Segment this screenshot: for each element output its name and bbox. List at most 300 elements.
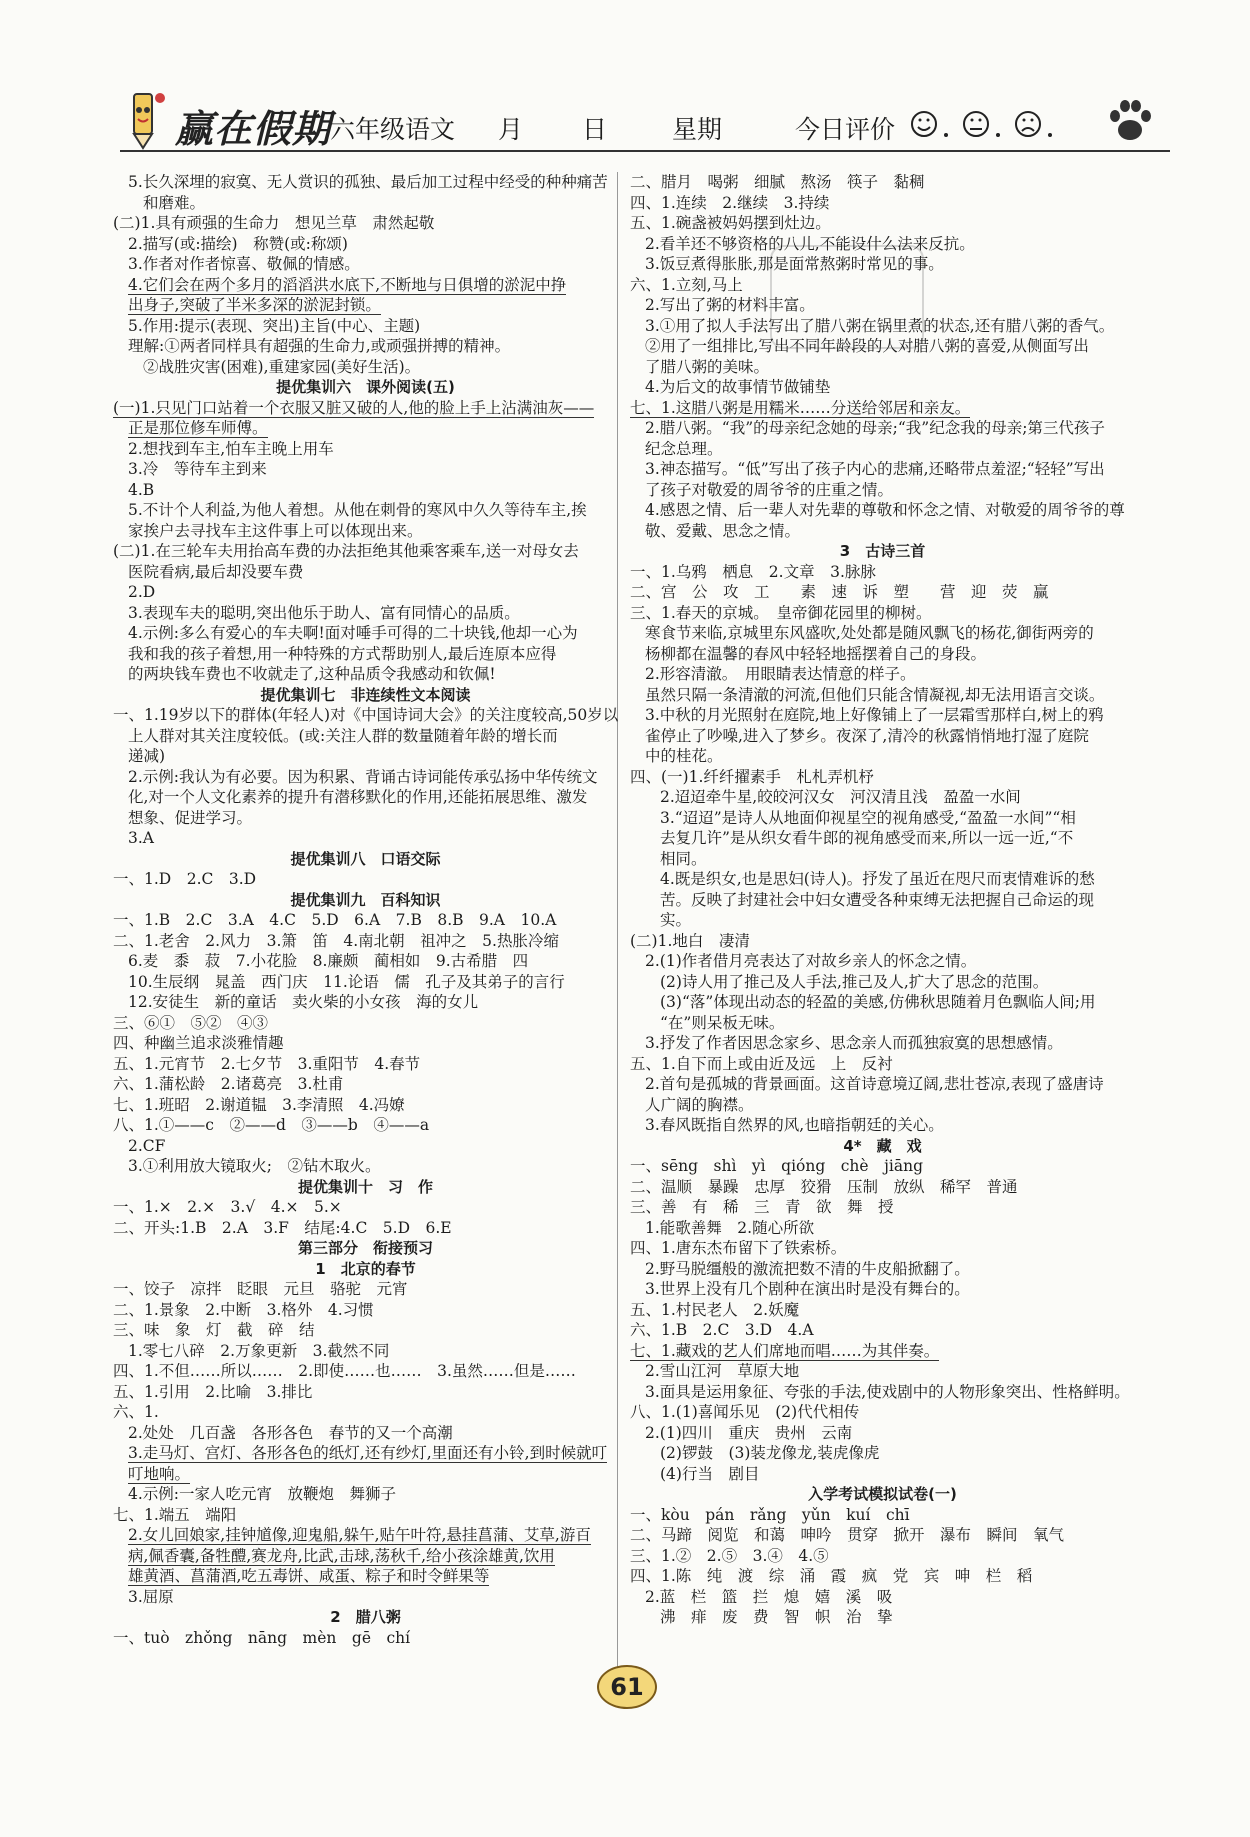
answer-text: 一、sēng shì yì qióng chè jiāng (630, 1157, 924, 1175)
section-heading (113, 685, 618, 706)
answer-line (630, 418, 1135, 439)
answer-text: 第三部分 衔接预习 (297, 1239, 433, 1257)
grade-subject: 六年级语文 (330, 115, 456, 144)
answer-text: 一、1.D 2.C 3.D (113, 870, 257, 888)
left-column (113, 172, 618, 1648)
answer-line (630, 664, 1135, 685)
answer-line (113, 480, 618, 501)
answer-line (113, 500, 618, 521)
answer-line (113, 316, 618, 337)
answer-text: 三、⑥① ⑤② ④③ (113, 1013, 269, 1032)
answer-text: 2.想找到车主,怕车主晚上用车 (128, 439, 334, 458)
answer-text: 4* 藏 戏 (843, 1136, 922, 1155)
answer-line (630, 234, 1135, 255)
answer-text: 提优集训八 口语交际 (290, 849, 441, 868)
answer-line (113, 1136, 618, 1157)
answer-text: 五、1.碗盏被妈妈摆到灶边。 (630, 214, 831, 232)
answer-text: 四、1.不但……所以…… 2.即使……也…… 3.虽然……但是…… (113, 1362, 576, 1380)
answer-line (630, 1525, 1135, 1546)
answer-text: 4.它们会在两个多月的滔滔洪水底下,不断地与日俱增的淤泥中挣 (128, 275, 567, 294)
answer-text: 沸 痱 废 费 智 帜 治 挚 (660, 1608, 893, 1626)
answer-text: 五、1.自下而上或由近及远 上 反衬 (630, 1054, 893, 1073)
answer-line (630, 623, 1135, 644)
answer-line (113, 1505, 618, 1526)
evaluation-faces-icon (910, 110, 1090, 140)
answer-text: 一、1.乌鸦 栖息 2.文章 3.脉脉 (630, 562, 876, 581)
answer-line (113, 1464, 618, 1485)
answer-line (630, 767, 1135, 788)
answer-line (630, 1033, 1135, 1054)
answer-text: 3.①利用放大镜取火; ②钻木取火。 (128, 1157, 381, 1175)
section-heading (630, 1484, 1135, 1505)
answer-text: 了腊八粥的美味。 (645, 357, 770, 376)
answer-text: (3)“落”体现出动态的轻盈的美感,仿佛秋思随着月色飘临人间;用 (660, 993, 1096, 1011)
answer-text: 3.①用了拟人手法写出了腊八粥在锅里煮的状态,还有腊八粥的香气。 (645, 316, 1115, 335)
answer-text: 二、腊月 喝粥 细腻 熬汤 筷子 黏稠 (630, 173, 925, 191)
answer-text: 入学考试模拟试卷(一) (808, 1485, 957, 1503)
answer-text: 2.形容清澈。 用眼睛表达情意的样子。 (645, 665, 916, 683)
answer-text: 3.表现车夫的聪明,突出他乐于助人、富有同情心的品质。 (128, 603, 520, 622)
answer-text: 一、kòu pán rǎng yǔn kuí chī (630, 1505, 910, 1524)
answer-text: 二、1.景象 2.中断 3.格外 4.习惯 (113, 1300, 374, 1319)
answer-line (113, 1095, 618, 1116)
answer-text: 5.作用:提示(表现、突出)主旨(中心、主题) (128, 316, 421, 335)
answer-line (630, 1156, 1135, 1177)
answer-text: 3 古诗三首 (839, 542, 926, 560)
answer-line (630, 582, 1135, 603)
answer-text: 六、1.蒲松龄 2.诸葛亮 3.杜甫 (113, 1075, 344, 1093)
answer-text: 了孩子对敬爱的周爷爷的庄重之情。 (645, 480, 894, 499)
answer-line (113, 295, 618, 316)
answer-text: 3.中秋的月光照射在庭院,地上好像铺上了一层霜雪那样白,树上的鸦 (645, 706, 1104, 724)
answer-text: 2.描写(或:描绘) 称赞(或:称颂) (128, 234, 348, 253)
answer-text: 递减) (128, 747, 166, 765)
answer-text: 想象、促进学习。 (128, 808, 253, 827)
answer-text: (二)1.在三轮车夫用抬高车费的办法拒绝其他乘客乘车,送一对母女去 (113, 542, 579, 560)
answer-text: 4.感恩之情、后一辈人对先辈的尊敬和怀念之情、对敬爱的周爷爷的尊 (645, 501, 1125, 519)
answer-line (630, 1197, 1135, 1218)
answer-text: 10.生辰纲 晁盖 西门庆 11.论语 儒 孔子及其弟子的言行 (128, 972, 565, 991)
section-heading (630, 541, 1135, 562)
answer-line (113, 1115, 618, 1136)
answer-text: (2)诗人用了推己及人手法,推己及人,扩大了思念的范围。 (660, 972, 1049, 991)
answer-line (113, 1423, 618, 1444)
answer-text: 八、1.(1)喜闻乐见 (2)代代相传 (630, 1403, 860, 1421)
answer-text: (二)1.地白 凄清 (630, 931, 750, 950)
answer-line (113, 623, 618, 644)
answer-text: 5.长久深埋的寂寞、无人赏识的孤独、最后加工过程中经受的种种痛苦 (128, 173, 608, 191)
answer-text: 2.首句是孤城的背景画面。这首诗意境辽阔,悲壮苍凉,表现了盛唐诗 (645, 1075, 1104, 1093)
answer-text: 寒食节来临,京城里东风盛吹,处处都是随风飘飞的杨花,御街两旁的 (645, 624, 1094, 642)
answer-line (630, 1505, 1135, 1526)
answer-line (113, 1156, 618, 1177)
answer-text: 12.安徒生 新的童话 卖火柴的小女孩 海的女儿 (128, 993, 479, 1011)
answer-line (113, 1587, 618, 1608)
answer-line (113, 459, 618, 480)
answer-text: 2.写出了粥的材料丰富。 (645, 296, 815, 314)
answer-text: 五、1.元宵节 2.七夕节 3.重阳节 4.春节 (113, 1054, 421, 1073)
answer-line (630, 746, 1135, 767)
answer-text: 提优集训十 习 作 (297, 1177, 433, 1196)
answer-line (630, 1607, 1135, 1628)
answer-line (113, 869, 618, 890)
answer-line (113, 828, 618, 849)
answer-text: 3.冷 等待车主到来 (128, 460, 267, 478)
weekday-label: 星期 (672, 115, 723, 144)
answer-text: 5.不计个人利益,为他人着想。从他在刺骨的寒风中久久等待车主,挨 (128, 501, 587, 519)
answer-line (630, 1566, 1135, 1587)
answer-text: (二)1.具有顽强的生命力 想见兰草 肃然起敬 (113, 214, 435, 232)
answer-text: 纪念总理。 (645, 439, 723, 458)
section-heading (630, 1136, 1135, 1157)
answer-text: 苦。反映了封建社会中妇女遭受各种束缚无法把握自己命运的现 (660, 890, 1095, 909)
answer-line (113, 664, 618, 685)
answer-text: 2.D (128, 583, 156, 601)
answer-line (113, 1218, 618, 1239)
answer-line (630, 644, 1135, 665)
answer-line (113, 336, 618, 357)
answer-text: 四、1.陈 纯 渡 综 涌 霞 疯 党 宾 呻 栏 稻 (630, 1567, 1033, 1585)
answer-text: 3.作者对作者惊喜、敬佩的情感。 (128, 255, 360, 273)
answer-line (113, 644, 618, 665)
answer-line (113, 234, 618, 255)
answer-line (113, 213, 618, 234)
answer-line (630, 1361, 1135, 1382)
answer-line (630, 1115, 1135, 1136)
section-heading (113, 849, 618, 870)
answer-text: 2.蓝 栏 篮 拦 熄 嬉 溪 吸 (645, 1587, 893, 1606)
answer-text: 化,对一个人文化素养的提升有潜移默化的作用,还能拓展思维、激发 (128, 788, 588, 806)
answer-text: 4.既是织女,也是思妇(诗人)。抒发了虽近在咫尺而衷情难诉的愁 (660, 870, 1095, 888)
answer-text: 家挨户去寻找车主这件事上可以体现出来。 (128, 521, 423, 540)
answer-line (113, 603, 618, 624)
answer-line (630, 336, 1135, 357)
section-heading (113, 1177, 618, 1198)
answer-line (113, 1320, 618, 1341)
answer-line (113, 1361, 618, 1382)
answer-line (630, 172, 1135, 193)
answer-text: 2.野马脱缰般的激流把数不清的牛皮船掀翻了。 (645, 1259, 970, 1278)
answer-text: 2.处处 几百盏 各形各色 春节的又一个高潮 (128, 1423, 453, 1442)
answer-text: 2.(1)作者借月亮表达了对故乡亲人的怀念之情。 (645, 952, 977, 970)
answer-text: 中的桂花。 (645, 747, 723, 765)
answer-line (630, 849, 1135, 870)
answer-text: 3.走马灯、宫灯、各形各色的纸灯,还有纱灯,里面还有小铃,到时候就叮 (128, 1444, 608, 1462)
answer-line (113, 951, 618, 972)
answer-text: 雀停止了吵噪,进入了梦乡。夜深了,清冷的秋露悄悄地打湿了庭院 (645, 726, 1089, 745)
answer-line (630, 1464, 1135, 1485)
answer-text: 4.示例:多么有爱心的车夫啊!面对唾手可得的二十块钱,他却一心为 (128, 624, 578, 642)
answer-text: 七、1.这腊八粥是用糯米……分送给邻居和亲友。 (630, 398, 971, 417)
right-column (630, 172, 1135, 1628)
answer-text: 四、1.连续 2.继续 3.持续 (630, 193, 830, 212)
answer-line (630, 1587, 1135, 1608)
answer-text: 六、1. (113, 1403, 159, 1421)
answer-text: 二、温顺 暴躁 忠厚 狡猾 压制 放纵 稀罕 普通 (630, 1177, 1018, 1196)
answer-line (113, 931, 618, 952)
answer-line (113, 1074, 618, 1095)
answer-line (630, 1402, 1135, 1423)
answer-line (113, 767, 618, 788)
answer-line (630, 951, 1135, 972)
answer-text: 去复几许”是从织女看牛郎的视角感受而来,所以一远一近,“不 (660, 829, 1074, 847)
answer-line (630, 1320, 1135, 1341)
answer-text: 四、1.唐东杰布留下了铁索桥。 (630, 1239, 847, 1257)
answer-text: 3.饭豆煮得胀胀,那是面常熬粥时常见的事。 (645, 255, 944, 273)
answer-text: 1 北京的春节 (315, 1259, 416, 1278)
answer-line (630, 992, 1135, 1013)
answer-text: (4)行当 剧目 (660, 1464, 760, 1483)
answer-line (113, 1341, 618, 1362)
answer-line (630, 726, 1135, 747)
answer-text: 二、宫 公 攻 工 素 速 诉 塑 营 迎 荧 赢 (630, 583, 1049, 601)
answer-text: 3.屈原 (128, 1587, 174, 1606)
answer-line (113, 1033, 618, 1054)
answer-line (113, 1300, 618, 1321)
daily-evaluation-label: 今日评价 (795, 115, 896, 144)
answer-text: 3.“迢迢”是诗人从地面仰视星空的视角感受,“盈盈一水间”“相 (660, 808, 1076, 827)
answer-line (113, 746, 618, 767)
month-label: 月 (498, 115, 524, 144)
answer-text: 的两块钱车费也不收就走了,这种品质令我感动和钦佩! (128, 665, 496, 683)
section-heading (113, 890, 618, 911)
answer-text: 2 腊八粥 (330, 1608, 401, 1626)
answer-text: 4.为后文的故事情节做铺垫 (645, 378, 831, 396)
answer-text: 3.神态描写。“低”写出了孩子内心的悲痛,还略带点羞涩;“轻轻”写出 (645, 460, 1105, 478)
answer-line (630, 213, 1135, 234)
answer-text: 一、tuò zhǒng nāng mèn gē chí (113, 1628, 411, 1647)
answer-line (630, 254, 1135, 275)
answer-line (630, 1054, 1135, 1075)
answer-line (630, 1238, 1135, 1259)
answer-line (630, 316, 1135, 337)
answer-line (113, 418, 618, 439)
answer-text: 三、1.② 2.⑤ 3.④ 4.⑤ (630, 1546, 829, 1565)
answer-text: 3.春风既指自然界的风,也暗指朝廷的关心。 (645, 1116, 944, 1134)
answer-text: 3.A (128, 829, 154, 847)
answer-line (113, 562, 618, 583)
answer-line (630, 685, 1135, 706)
answer-line (630, 439, 1135, 460)
answer-line (113, 1443, 618, 1464)
answer-text: 四、种幽兰追求淡雅情趣 (113, 1034, 284, 1052)
answer-text: 五、1.村民老人 2.妖魔 (630, 1300, 800, 1319)
answer-text: ②战胜灾害(困难),重建家园(美好生活)。 (143, 357, 421, 376)
answer-text: 敬、爱戴、思念之情。 (645, 521, 801, 540)
answer-line (630, 1074, 1135, 1095)
section-heading (113, 1607, 618, 1628)
pencil-mascot-icon (120, 88, 170, 150)
answer-line (113, 726, 618, 747)
brand-title: 赢在假期 (175, 107, 332, 151)
answer-line (630, 398, 1135, 419)
answer-line (630, 1423, 1135, 1444)
answer-text: 六、1.B 2.C 3.D 4.A (630, 1321, 814, 1339)
answer-line (630, 705, 1135, 726)
answer-line (113, 1525, 618, 1546)
answer-text: 2.腊八粥。“我”的母亲纪念她的母亲;“我”纪念我的母亲;第三代孩子 (645, 419, 1105, 437)
answer-text: 正是那位修车师傅。 (128, 419, 268, 437)
answer-text: 理解:①两者同样具有超强的生命力,或顽强拼搏的精神。 (128, 337, 511, 355)
answer-line (630, 787, 1135, 808)
answer-text: 二、1.老舍 2.风力 3.箫 笛 4.南北朝 祖冲之 5.热胀冷缩 (113, 931, 559, 950)
answer-line (630, 377, 1135, 398)
answer-text: 提优集训七 非连续性文本阅读 (260, 685, 471, 704)
answer-text: (一)1.只见门口站着一个衣服又脏又破的人,他的脸上手上沾满油灰—— (113, 398, 595, 417)
answer-text: ②用了一组排比,写出不同年龄段的人对腊八粥的喜爱,从侧面写出 (645, 337, 1089, 355)
answer-text: 3.面具是运用象征、夸张的手法,使戏剧中的人物形象突出、性格鲜明。 (645, 1382, 1130, 1401)
answer-line (113, 357, 618, 378)
answer-text: 提优集训九 百科知识 (290, 890, 441, 909)
answer-text: 提优集训六 课外阅读(五) (276, 378, 455, 396)
answer-text: 2.雪山江河 草原大地 (645, 1362, 800, 1380)
answer-text: 实。 (660, 911, 692, 929)
answer-line (113, 1279, 618, 1300)
answer-text: 2.迢迢牵牛星,皎皎河汉女 河汉清且浅 盈盈一水间 (660, 788, 1021, 806)
answer-line (630, 1013, 1135, 1034)
answer-text: 八、1.①——c ②——d ③——b ④——a (113, 1116, 430, 1134)
paw-print-icon (1105, 96, 1155, 146)
answer-text: 上人群对其关注度较低。(或:关注人群的数量随着年龄的增长而 (128, 726, 558, 745)
answer-line (113, 1546, 618, 1567)
answer-text: 三、味 象 灯 截 碎 结 (113, 1321, 315, 1339)
answer-line (113, 972, 618, 993)
answer-text: “在”则呆板无味。 (660, 1013, 785, 1032)
answer-text: 3.抒发了作者因思念家乡、思念亲人而孤独寂寞的思想感情。 (645, 1034, 1063, 1052)
answer-text: 3.世界上没有几个剧种在演出时是没有舞台的。 (645, 1280, 970, 1298)
answer-text: 六、1.立刻,马上 (630, 275, 743, 294)
answer-line (113, 398, 618, 419)
answer-line (113, 1054, 618, 1075)
answer-text: 雄黄酒、菖蒲酒,吃五毒饼、咸蛋、粽子和时令鲜果等 (128, 1567, 490, 1585)
answer-text: 三、1.春天的京城。 皇帝御花园里的柳树。 (630, 603, 932, 622)
answer-text: 四、(一)1.纤纤擢素手 札札弄机杼 (630, 767, 874, 786)
answer-line (630, 1259, 1135, 1280)
answer-text: 出身子,突破了半米多深的淤泥封锁。 (128, 296, 381, 314)
answer-text: 病,佩香囊,备牲醴,赛龙舟,比武,击球,荡秋千,给小孩涂雄黄,饮用 (128, 1546, 555, 1565)
answer-line (630, 459, 1135, 480)
answer-text: 一、1.× 2.× 3.√ 4.× 5.× (113, 1198, 342, 1216)
answer-text: 人广阔的胸襟。 (645, 1095, 754, 1114)
answer-line (630, 910, 1135, 931)
answer-line (630, 1443, 1135, 1464)
answer-line (630, 1177, 1135, 1198)
answer-line (113, 541, 618, 562)
day-label: 日 (582, 115, 608, 144)
answer-text: 一、1.19岁以下的群体(年轻人)对《中国诗词大会》的关注度较高,50岁以 (113, 706, 619, 724)
answer-text: 1.零七八碎 2.万象更新 3.截然不同 (128, 1341, 390, 1360)
answer-text: 五、1.引用 2.比喻 3.排比 (113, 1382, 313, 1401)
answer-line (113, 992, 618, 1013)
section-heading (113, 1238, 618, 1259)
answer-line (113, 193, 618, 214)
answer-text: 一、饺子 凉拌 眨眼 元旦 骆驼 元宵 (113, 1280, 408, 1298)
answer-line (113, 787, 618, 808)
answer-line (630, 1341, 1135, 1362)
answer-line (630, 500, 1135, 521)
answer-text: 医院看病,最后却没要车费 (128, 562, 304, 581)
page-header (120, 88, 1170, 158)
answer-line (630, 972, 1135, 993)
answer-line (630, 295, 1135, 316)
answer-line (630, 562, 1135, 583)
answer-text: 七、1.班昭 2.谢道韫 3.李清照 4.冯嫽 (113, 1095, 405, 1114)
answer-text: 虽然只隔一条清澈的河流,但他们只能含情凝视,却无法用语言交谈。 (645, 685, 1105, 704)
header-rule (120, 150, 1170, 152)
answer-line (630, 869, 1135, 890)
answer-line (113, 439, 618, 460)
answer-text: 2.CF (128, 1136, 166, 1155)
answer-line (630, 603, 1135, 624)
answer-line (113, 1628, 618, 1649)
section-heading (113, 1259, 618, 1280)
answer-line (630, 1095, 1135, 1116)
answer-text: 七、1.端五 端阳 (113, 1505, 237, 1524)
answer-text: 4.B (128, 480, 155, 499)
answer-line (113, 1484, 618, 1505)
answer-text: 二、马蹄 阅览 和蔼 呻吟 贯穿 掀开 瀑布 瞬间 氧气 (630, 1526, 1065, 1544)
answer-text: 1.能歌善舞 2.随心所欲 (645, 1218, 815, 1237)
answer-line (113, 582, 618, 603)
answer-line (113, 521, 618, 542)
answer-line (630, 828, 1135, 849)
answer-line (113, 1402, 618, 1423)
answer-text: 相同。 (660, 849, 707, 868)
answer-line (630, 808, 1135, 829)
answer-text: 一、1.B 2.C 3.A 4.C 5.D 6.A 7.B 8.B 9.A 10.A (113, 911, 557, 929)
answer-line (113, 1197, 618, 1218)
answer-text: 叮地响。 (128, 1464, 191, 1483)
answer-line (630, 1382, 1135, 1403)
answer-line (630, 357, 1135, 378)
answer-line (630, 1546, 1135, 1567)
answer-text: 杨柳都在温馨的春风中轻轻地摇摆着自己的身段。 (645, 644, 987, 663)
answer-text: (2)锣鼓 (3)装龙像龙,装虎像虎 (660, 1444, 880, 1462)
answer-line (630, 1300, 1135, 1321)
answer-line (630, 890, 1135, 911)
answer-line (113, 705, 618, 726)
answer-line (113, 275, 618, 296)
answer-line (113, 808, 618, 829)
answer-line (113, 1382, 618, 1403)
answer-text: 2.女儿回娘家,挂钟馗像,迎鬼船,躲午,贴午叶符,悬挂菖蒲、艾草,游百 (128, 1526, 591, 1544)
answer-line (630, 1218, 1135, 1239)
answer-text: 2.(1)四川 重庆 贵州 云南 (645, 1423, 853, 1442)
section-heading (113, 377, 618, 398)
answer-text: 2.看羊还不够资格的八儿,不能设什么法来反抗。 (645, 234, 975, 253)
answer-text: 我和我的孩子着想,用一种特殊的方式帮助别人,最后连原本应得 (128, 644, 557, 663)
answer-line (113, 254, 618, 275)
answer-line (113, 172, 618, 193)
answer-text: 2.示例:我认为有必要。因为积累、背诵古诗词能传承弘扬中华传统文 (128, 767, 598, 786)
answer-line (630, 1279, 1135, 1300)
answer-line (113, 1566, 618, 1587)
page-number: 61 (597, 1665, 657, 1709)
answer-line (630, 521, 1135, 542)
answer-line (630, 931, 1135, 952)
answer-line (630, 193, 1135, 214)
answer-text: 4.示例:一家人吃元宵 放鞭炮 舞狮子 (128, 1485, 397, 1503)
answer-line (630, 480, 1135, 501)
answer-text: 三、善 有 稀 三 青 欲 舞 授 (630, 1198, 894, 1216)
answer-text: 6.麦 黍 菽 7.小花脸 8.廉颇 蔺相如 9.古希腊 四 (128, 952, 529, 970)
answer-text: 和磨难。 (143, 193, 206, 212)
answer-text: 七、1.藏戏的艺人们席地而唱……为其伴奏。 (630, 1341, 940, 1360)
answer-text: 二、开头:1.B 2.A 3.F 结尾:4.C 5.D 6.E (113, 1218, 452, 1237)
answer-line (630, 275, 1135, 296)
answer-line (113, 910, 618, 931)
answer-line (113, 1013, 618, 1034)
